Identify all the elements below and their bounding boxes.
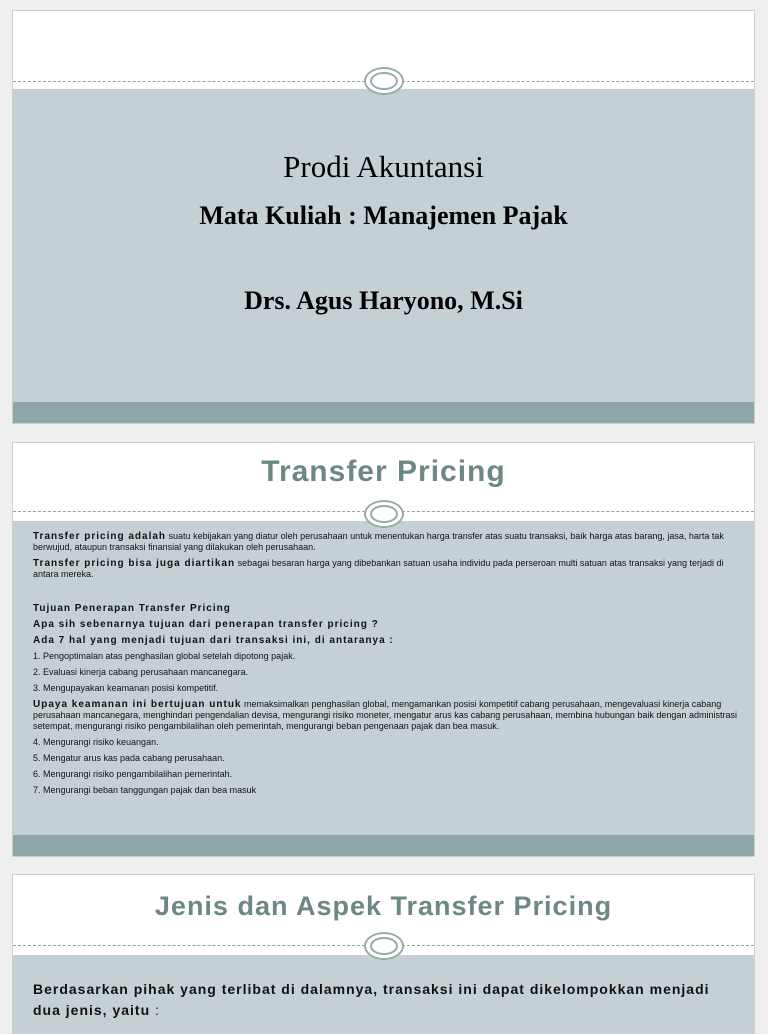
slide-footer-bar — [13, 835, 754, 856]
slide-heading: Transfer Pricing — [261, 455, 506, 488]
list-item: 2. Evaluasi kinerja cabang perusahaan mancanegara. — [33, 667, 249, 677]
slide-title — [12, 10, 755, 424]
section-heading: Tujuan Penerapan Transfer Pricing — [33, 603, 231, 614]
ring-ornament-icon — [364, 932, 404, 960]
list-item: 4. Mengurangi risiko keuangan. — [33, 737, 159, 747]
explanation-paragraph: Upaya keamanan ini bertujuan untuk memaksimalkan penghasilan global, mengamankan posisi kompetitif cabang perusahaan, mengevaluasi kinerja cabang perusahaan mancanegara, menghindari pengendalian devisa, mengurangi risiko moneter, mengatur arus kas cabang perusahaan, membina hubungan baik dengan administrasi setempat, mengurangi risiko pengambilalihan oleh pemerintah, mengurangi beban pengenaan pajak dan bea masuk. — [33, 699, 737, 731]
ring-ornament-icon — [364, 67, 404, 95]
slide-transfer-pricing — [12, 442, 755, 857]
lecturer-name: Drs. Agus Haryono, M.Si — [244, 286, 523, 315]
slide-footer-bar — [13, 402, 754, 423]
program-name: Prodi Akuntansi — [283, 149, 484, 184]
list-item: 1. Pengoptimalan atas penghasilan global setelah dipotong pajak. — [33, 651, 296, 661]
slide-jenis-aspek — [12, 874, 755, 1034]
definition-paragraph: Transfer pricing adalah suatu kebijakan yang diatur oleh perusahaan untuk menentukan harga transfer atas suatu transaksi, baik harga atas barang, jasa, harta tak berwujud, ataupun transaksi finansial yang dilakukan oleh perusahaan. — [33, 531, 724, 552]
list-item: 6. Mengurangi risiko pengambilalihan pemerintah. — [33, 769, 233, 779]
slide-intro-text: Berdasarkan pihak yang terlibat di dalamnya, transaksi ini dapat dikelompokkan menjadi dua jenis, yaitu : — [33, 981, 710, 1018]
ring-ornament-icon — [364, 500, 404, 528]
slide-content — [33, 531, 738, 801]
list-item: 5. Mengatur arus kas pada cabang perusahaan. — [33, 753, 225, 763]
slide-heading: Jenis dan Aspek Transfer Pricing — [154, 891, 613, 921]
section-lead: Ada 7 hal yang menjadi tujuan dari transaksi ini, di antaranya : — [33, 635, 394, 646]
list-item: 7. Mengurangi beban tanggungan pajak dan bea masuk — [33, 785, 257, 795]
definition-paragraph-alt: Transfer pricing bisa juga diartikan sebagai besaran harga yang dibebankan satuan usaha individu pada perseroan multi satuan atas transaksi yang terjadi di antara mereka. — [33, 558, 724, 579]
slide-body-panel — [13, 89, 754, 402]
section-question: Apa sih sebenarnya tujuan dari penerapan transfer pricing ? — [33, 619, 379, 630]
list-item: 3. Mengupayakan keamanan posisi kompetitif. — [33, 683, 219, 693]
course-name: Mata Kuliah : Manajemen Pajak — [199, 201, 568, 230]
